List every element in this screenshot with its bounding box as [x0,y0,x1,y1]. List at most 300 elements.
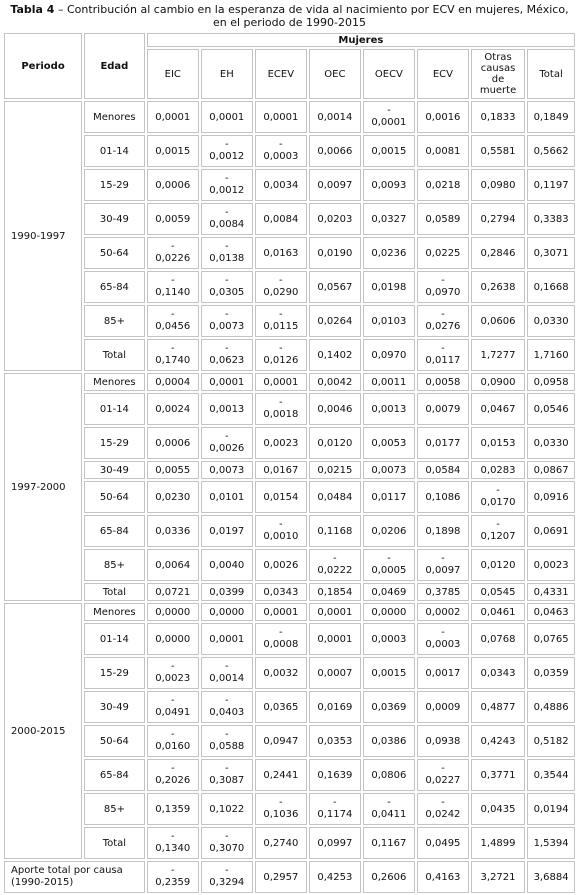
table-row [4,583,575,601]
value-cell: 0,4886 [527,691,575,723]
value-cell: 0,0073 [201,461,253,479]
value-cell: 0,0024 [147,393,199,425]
value-cell: 0,1898 [417,515,469,547]
value-cell: 0,0589 [417,203,469,235]
column-header: Total [527,49,575,99]
age-cell: 01-14 [84,135,145,167]
value-cell [417,271,469,303]
value-cell: 0,0369 [363,691,415,723]
value-cell: 0,0000 [363,603,415,621]
value-cell: 0,0023 [527,549,575,581]
value-cell: 0,0399 [201,583,253,601]
value-cell [417,759,469,791]
value-cell: 0,0721 [147,583,199,601]
table-row [4,461,575,479]
column-header: ECV [417,49,469,99]
value-cell [201,427,253,459]
value-cell: 0,1022 [201,793,253,825]
value-cell [201,759,253,791]
value-cell: 0,0000 [147,603,199,621]
value-cell [147,237,199,269]
value-text: - 0,1740 [155,343,191,366]
value-text: - 0,0126 [263,343,299,366]
value-cell: 0,0567 [309,271,361,303]
value-text: - 0,0970 [425,275,461,298]
value-cell [255,305,307,337]
value-cell [201,169,253,201]
value-text: - 0,0456 [155,309,191,332]
value-cell: 0,4243 [471,725,525,757]
value-cell [201,657,253,689]
value-cell: 0,0023 [255,427,307,459]
value-text: - 0,3087 [209,763,245,786]
table-row [4,135,575,167]
value-cell [471,515,525,547]
value-cell [201,305,253,337]
value-cell: 0,0073 [363,461,415,479]
value-cell: 0,0015 [147,135,199,167]
value-text: - 0,0010 [263,519,299,542]
value-cell: 1,7160 [527,339,575,371]
value-text: - 0,0411 [371,797,407,820]
value-cell: 0,0017 [417,657,469,689]
value-cell: 0,0097 [309,169,361,201]
value-text: - 0,0023 [155,661,191,684]
value-cell: 0,0484 [309,481,361,513]
age-cell: Total [84,827,145,859]
value-cell: 0,2740 [255,827,307,859]
age-cell: Total [84,339,145,371]
value-text: - 0,0003 [425,627,461,650]
age-cell: Menores [84,603,145,621]
column-header: OECV [363,49,415,99]
value-cell [309,793,361,825]
value-cell: 0,0463 [527,603,575,621]
column-header: OEC [309,49,361,99]
age-cell: 65-84 [84,271,145,303]
age-cell: 85+ [84,793,145,825]
value-cell [255,339,307,371]
value-cell: 0,0084 [255,203,307,235]
value-cell: 0,0177 [417,427,469,459]
value-cell: 0,1668 [527,271,575,303]
value-cell: 0,0469 [363,583,415,601]
value-cell [255,393,307,425]
age-cell: 01-14 [84,623,145,655]
value-cell [471,481,525,513]
column-header: EH [201,49,253,99]
value-cell: 0,0386 [363,725,415,757]
value-cell: 0,0000 [147,623,199,655]
value-text: - 0,0305 [209,275,245,298]
value-cell [417,305,469,337]
value-cell: 0,1639 [309,759,361,791]
value-cell [417,339,469,371]
value-text: - 0,0138 [209,241,245,264]
value-cell: 0,0467 [471,393,525,425]
value-cell: 0,2638 [471,271,525,303]
value-cell [147,339,199,371]
age-cell: 30-49 [84,691,145,723]
age-cell: 50-64 [84,481,145,513]
value-cell: 0,0765 [527,623,575,655]
value-cell [147,861,199,893]
value-cell: 0,0359 [527,657,575,689]
value-cell: 0,0040 [201,549,253,581]
value-text: - 0,0026 [209,431,245,454]
value-cell: 0,5182 [527,725,575,757]
value-cell: 0,0001 [309,603,361,621]
value-cell: 0,0495 [417,827,469,859]
value-cell [417,793,469,825]
value-cell [417,623,469,655]
value-cell: 0,0002 [417,603,469,621]
value-cell: 0,0004 [147,373,199,391]
value-cell: 0,5662 [527,135,575,167]
value-cell: 0,0336 [147,515,199,547]
table-row [4,305,575,337]
value-text: - 0,0001 [371,105,407,128]
table-row [4,793,575,825]
value-cell [201,339,253,371]
value-cell [201,203,253,235]
age-cell: 15-29 [84,427,145,459]
value-cell [255,623,307,655]
value-text: - 0,0003 [263,139,299,162]
value-cell: 0,0081 [417,135,469,167]
value-cell: 0,0947 [255,725,307,757]
age-cell: 30-49 [84,203,145,235]
value-text: - 0,0403 [209,695,245,718]
age-cell: 15-29 [84,169,145,201]
value-cell: 0,0120 [471,549,525,581]
age-cell: Menores [84,101,145,133]
table-row [4,623,575,655]
value-text: - 0,1340 [155,831,191,854]
value-cell: 0,5581 [471,135,525,167]
value-text: - 0,1036 [263,797,299,820]
table-row [4,393,575,425]
footer-row [4,861,575,893]
value-cell: 0,0230 [147,481,199,513]
value-cell [147,759,199,791]
value-cell: 0,4331 [527,583,575,601]
value-text: - 0,0170 [480,485,516,508]
value-cell: 0,1197 [527,169,575,201]
value-cell: 0,0236 [363,237,415,269]
value-cell: 0,0330 [527,305,575,337]
column-header: EIC [147,49,199,99]
value-cell: 0,0001 [147,101,199,133]
value-cell: 0,0013 [201,393,253,425]
value-cell: 0,0806 [363,759,415,791]
value-cell: 0,0584 [417,461,469,479]
value-cell: 0,0059 [147,203,199,235]
table-row [4,827,575,859]
age-cell: 65-84 [84,515,145,547]
value-text: - 0,0073 [209,309,245,332]
value-cell: 0,0365 [255,691,307,723]
value-text: - 0,0623 [209,343,245,366]
header-mujeres: Mujeres [147,33,575,47]
value-cell: 0,0066 [309,135,361,167]
value-cell [147,827,199,859]
value-cell: 0,2846 [471,237,525,269]
age-cell: Total [84,583,145,601]
value-cell: 0,0997 [309,827,361,859]
value-cell: 0,0215 [309,461,361,479]
age-cell: 85+ [84,549,145,581]
value-cell: 0,0153 [471,427,525,459]
value-cell: 0,0938 [417,725,469,757]
value-cell: 0,0001 [309,623,361,655]
value-cell [147,305,199,337]
value-text: - 0,0242 [425,797,461,820]
value-cell: 0,0001 [201,373,253,391]
value-text: - 0,0222 [317,553,353,576]
age-cell: 50-64 [84,237,145,269]
table-row [4,101,575,133]
value-cell: 0,0001 [255,603,307,621]
value-text: - 0,0008 [263,627,299,650]
value-text: - 0,1207 [480,519,516,542]
age-cell: 85+ [84,305,145,337]
value-cell: 0,0691 [527,515,575,547]
footer-label: Aporte total por causa (1990-2015) [4,861,145,893]
value-cell: 0,0353 [309,725,361,757]
value-cell: 0,2957 [255,861,307,893]
value-text: - 0,0115 [263,309,299,332]
value-cell: 0,0606 [471,305,525,337]
value-cell: 0,0169 [309,691,361,723]
column-header: Otras causas de muerte [471,49,525,99]
value-cell [255,515,307,547]
value-cell: 0,0013 [363,393,415,425]
caption-line2: en el periodo de 1990-2015 [212,16,367,29]
value-cell: 0,2441 [255,759,307,791]
age-cell: Menores [84,373,145,391]
value-cell: 0,0079 [417,393,469,425]
value-text: - 0,0117 [425,343,461,366]
table-row [4,427,575,459]
table-row [4,603,575,621]
value-text: - 0,0226 [155,241,191,264]
value-text: - 0,0290 [263,275,299,298]
value-cell [147,271,199,303]
value-cell: 0,0055 [147,461,199,479]
period-cell: 2000-2015 [4,603,82,859]
table-row [4,373,575,391]
value-cell [363,793,415,825]
value-cell: 0,0003 [363,623,415,655]
value-cell [201,725,253,757]
value-cell: 0,0006 [147,169,199,201]
value-cell [201,135,253,167]
value-cell: 0,0016 [417,101,469,133]
value-cell: 0,0545 [471,583,525,601]
value-cell [201,237,253,269]
value-text: - 0,0227 [425,763,461,786]
value-cell: 3,2721 [471,861,525,893]
value-cell: 0,0058 [417,373,469,391]
age-cell: 15-29 [84,657,145,689]
value-cell: 0,0283 [471,461,525,479]
value-cell: 0,0461 [471,603,525,621]
value-cell: 0,0053 [363,427,415,459]
value-text: - 0,1174 [317,797,353,820]
caption-label: Tabla 4 [10,3,55,16]
table-row [4,481,575,513]
value-cell: 0,0046 [309,393,361,425]
value-cell: 0,0001 [255,373,307,391]
value-cell: 0,3771 [471,759,525,791]
value-text: - 0,0588 [209,729,245,752]
value-cell: 0,0197 [201,515,253,547]
value-cell: 1,7277 [471,339,525,371]
value-text: - 0,0012 [209,139,245,162]
age-cell: 01-14 [84,393,145,425]
value-cell [255,135,307,167]
table-row [4,657,575,689]
value-cell: 0,0154 [255,481,307,513]
value-text: - 0,0084 [209,207,245,230]
value-cell: 0,0330 [527,427,575,459]
value-text: - 0,2026 [155,763,191,786]
header-edad: Edad [84,33,145,99]
age-cell: 30-49 [84,461,145,479]
value-cell: 0,0064 [147,549,199,581]
value-cell: 0,0001 [255,101,307,133]
value-cell: 0,1359 [147,793,199,825]
value-cell: 0,0190 [309,237,361,269]
value-cell: 0,0916 [527,481,575,513]
value-cell: 0,3383 [527,203,575,235]
value-cell [201,271,253,303]
value-cell: 0,0546 [527,393,575,425]
value-cell [147,691,199,723]
value-cell: 0,3785 [417,583,469,601]
value-cell: 0,1167 [363,827,415,859]
value-cell: 0,0117 [363,481,415,513]
value-cell: 0,0000 [201,603,253,621]
value-text: - 0,0097 [425,553,461,576]
value-cell: 0,0203 [309,203,361,235]
value-cell: 0,0225 [417,237,469,269]
value-cell: 0,0011 [363,373,415,391]
value-text: - 0,0014 [209,661,245,684]
value-cell: 0,0009 [417,691,469,723]
value-cell: 0,4877 [471,691,525,723]
value-cell: 0,0343 [255,583,307,601]
value-cell: 0,0343 [471,657,525,689]
value-cell: 0,0958 [527,373,575,391]
value-cell [201,691,253,723]
value-cell [201,827,253,859]
value-cell: 0,0980 [471,169,525,201]
value-cell: 0,0970 [363,339,415,371]
table-row [4,691,575,723]
value-cell: 0,2794 [471,203,525,235]
value-cell: 0,0015 [363,657,415,689]
value-cell [363,101,415,133]
age-cell: 65-84 [84,759,145,791]
value-text: - 0,0491 [155,695,191,718]
value-cell: 0,0015 [363,135,415,167]
value-cell: 0,4253 [309,861,361,893]
value-text: - 0,0005 [371,553,407,576]
value-text: - 0,0018 [263,397,299,420]
period-cell: 1990-1997 [4,101,82,371]
value-cell: 0,0103 [363,305,415,337]
value-cell [255,271,307,303]
value-cell: 0,0042 [309,373,361,391]
value-cell: 0,0163 [255,237,307,269]
value-text: - 0,3294 [209,865,245,888]
value-cell: 0,0032 [255,657,307,689]
value-cell: 0,0014 [309,101,361,133]
value-cell: 0,0206 [363,515,415,547]
table-row [4,515,575,547]
value-cell: 0,0101 [201,481,253,513]
value-text: - 0,3070 [209,831,245,854]
caption-text: – Contribución al cambio en la esperanza de vida al nacimiento por ECV en mujeres, México, [54,3,569,16]
value-cell: 0,1833 [471,101,525,133]
period-cell: 1997-2000 [4,373,82,601]
value-cell: 0,0768 [471,623,525,655]
table-row [4,759,575,791]
value-cell: 0,0001 [201,623,253,655]
value-cell: 0,0093 [363,169,415,201]
value-cell: 0,0900 [471,373,525,391]
value-text: - 0,0276 [425,309,461,332]
value-cell: 0,1086 [417,481,469,513]
value-cell: 0,0120 [309,427,361,459]
value-cell: 0,0198 [363,271,415,303]
value-text: - 0,0012 [209,173,245,196]
value-cell: 0,1168 [309,515,361,547]
table-caption [0,0,579,31]
age-cell: 50-64 [84,725,145,757]
value-cell: 0,0034 [255,169,307,201]
value-cell [147,657,199,689]
value-text: - 0,0160 [155,729,191,752]
value-cell: 0,1402 [309,339,361,371]
value-cell: 0,1849 [527,101,575,133]
value-cell: 0,0006 [147,427,199,459]
value-cell: 0,3071 [527,237,575,269]
value-text: - 0,2359 [155,865,191,888]
value-cell: 3,6884 [527,861,575,893]
value-cell [417,549,469,581]
table-row [4,549,575,581]
table-row [4,271,575,303]
value-cell: 0,0327 [363,203,415,235]
value-cell: 0,0026 [255,549,307,581]
value-cell [147,725,199,757]
column-header: ECEV [255,49,307,99]
contribution-table [2,31,577,895]
header-periodo: Periodo [4,33,82,99]
value-cell: 0,0218 [417,169,469,201]
value-cell: 0,0867 [527,461,575,479]
table-row [4,339,575,371]
value-cell: 0,1854 [309,583,361,601]
table-row [4,203,575,235]
table-row [4,725,575,757]
value-cell: 0,3544 [527,759,575,791]
value-cell: 1,5394 [527,827,575,859]
value-cell [255,793,307,825]
